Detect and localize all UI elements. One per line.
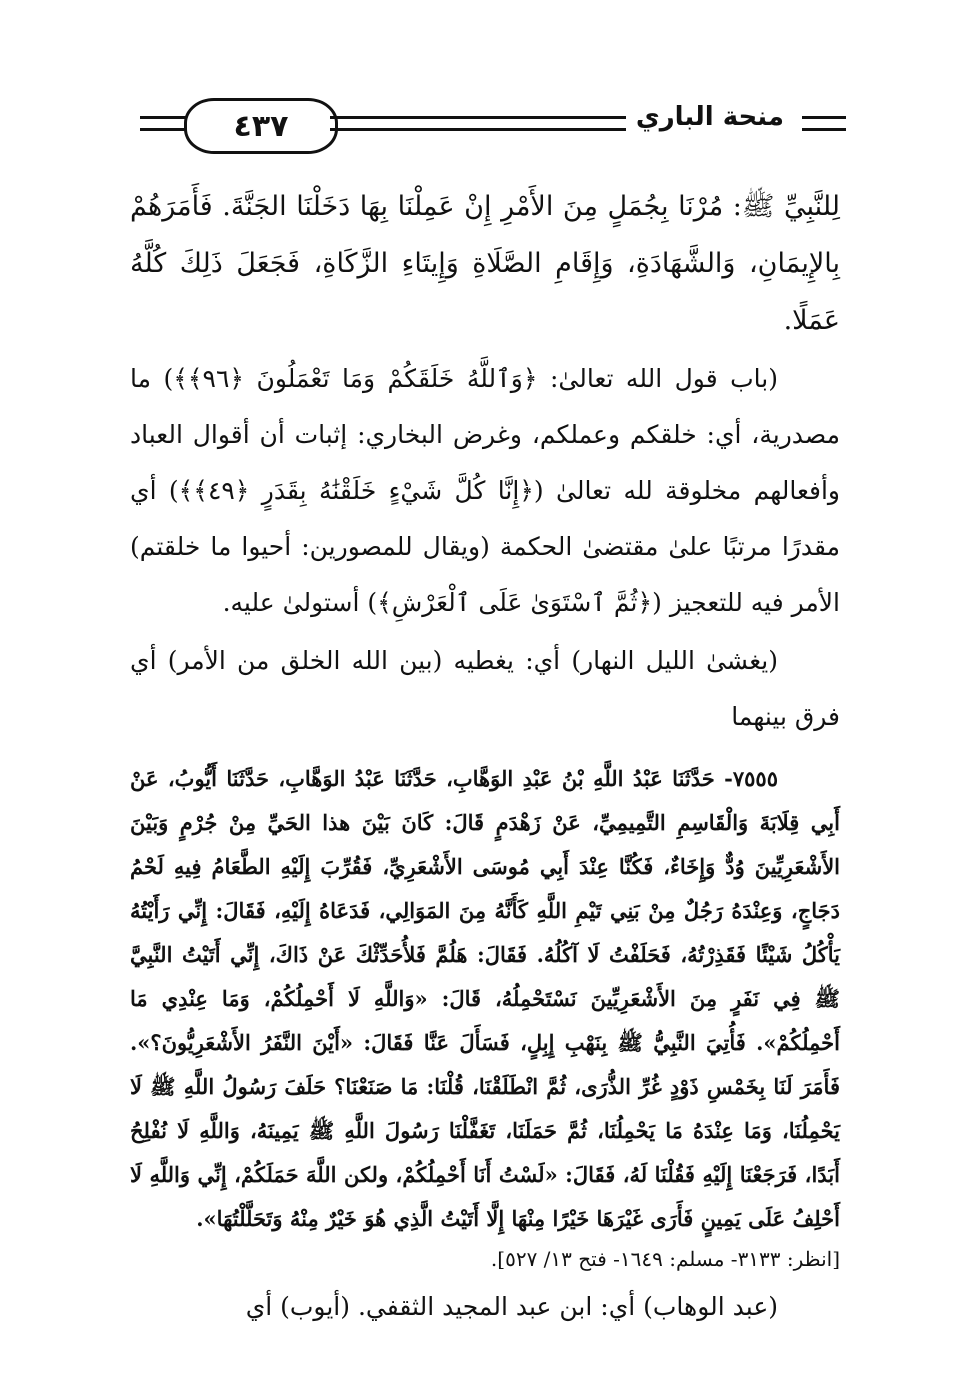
page-body: [130, 178, 840, 1335]
hadith-reference: [انظر: ٣١٣٣- مسلم: ١٦٤٩- فتح ١٣/ ٥٢٧].: [490, 1247, 840, 1271]
header-rule-middle-top: [330, 116, 626, 119]
commentary-paragraph-3: (عبد الوهاب) أي: ابن عبد المجيد الثقفي. (أيوب) أي: [245, 1292, 778, 1321]
hadith-intro-text: لِلنَّبِيِّ ﷺ: مُرْنَا بِجُمَلٍ مِنَ الأَمْرِ إِنْ عَمِلْنَا بِهَا دَخَلْنَا الجَنَّةَ. فَأَمَرَهُمْ بِالإِيمَانِ، وَالشَّهَادَةِ، وَإِقَامِ الصَّلَاةِ وَإِيتَاءِ الزَّكَاةِ، فَجَعَلَ ذَلِكَ كُلَّهُ عَمَلًا.: [130, 191, 840, 336]
page-number-badge: [184, 98, 338, 154]
header-rule-right-top: [802, 116, 846, 119]
main-hadith-text: ٧٥٥٥- حَدَّثَنَا عَبْدُ اللَّهِ بْنُ عَبْدِ الوَهَّابِ، حَدَّثَنَا عَبْدُ الوَهَّابِ، حَدَّثَنَا أَيُّوبُ، عَنْ أَبِي قِلَابَةَ وَالْقَاسِمِ التَّمِيمِيِّ، عَنْ زَهْدَمٍ قَالَ: كَانَ بَيْنَ هذا الحَيِّ مِنْ جُرْمٍ وَبَيْنَ الأَشْعَرِيِّينَ وُدٌّ وَإِخَاءٌ، فَكُنَّا عِنْدَ أَبِي مُوسَى الأَشْعَرِيِّ، فَقُرِّبَ إِلَيْهِ الطَّعَامُ فِيهِ لَحْمُ دَجَاجٍ، وَعِنْدَهُ رَجُلٌ مِنْ بَنِي تَيْمِ اللَّهِ كَأَنَّهُ مِنَ المَوَالِي، فَدَعَاهُ إِلَيْهِ، فَقَالَ: إِنِّي رَأَيْتُهُ يَأْكُلُ شَيْئًا فَقَذِرْتُهُ، فَحَلَفْتُ لَا آكُلُهُ. فَقَالَ: هَلُمَّ فَلأُحَدِّثْكَ عَنْ ذَاكَ، إِنِّي أَتَيْتُ النَّبِيَّ ﷺ فِي نَفَرٍ مِنَ الأَشْعَرِيِّينَ نَسْتَحْمِلُهُ، قَالَ: «وَاللَّهِ لَا أَحْمِلُكُمْ، وَمَا عِنْدِي مَا أَحْمِلُكُمْ». فَأُتِيَ النَّبِيُّ ﷺ بِنَهْبِ إِبِلٍ، فَسَأَلَ عَنَّا فَقَالَ: «أَيْنَ النَّفَرُ الأَشْعَرِيُّونَ؟». فَأَمَرَ لَنَا بِخَمْسِ ذَوْدٍ غُرِّ الذُّرَى، ثُمَّ انْطَلَقْنَا، قُلْنَا: مَا صَنَعْنَا؟ حَلَفَ رَسُولُ اللَّهِ ﷺ لَا يَحْمِلُنَا، وَمَا عِنْدَهُ مَا يَحْمِلُنَا، ثُمَّ حَمَلَنَا، تَغَفَّلْنَا رَسُولَ اللَّهِ ﷺ يَمِينَهُ، وَاللَّهِ لَا نُفْلِحُ أَبَدًا، فَرَجَعْنَا إِلَيْهِ فَقُلْنَا لَهُ، فَقَالَ: «لَسْتُ أَنَا أَحْمِلُكُمْ، ولكن اللَّهَ حَمَلَكُمْ، إِنِّي وَاللَّهِ لَا أَحْلِفُ عَلَى يَمِينٍ فَأَرَى غَيْرَهَا خَيْرًا مِنْهَا إِلَّا أَتَيْتُ الَّذِي هُوَ خَيْرٌ مِنْهُ وَتَحَلَّلْتُهَا».: [130, 766, 840, 1231]
page-header: [140, 98, 846, 168]
commentary-paragraph-1: (باب قول الله تعالىٰ: ﴿وَٱللَّهُ خَلَقَكُمْ وَمَا تَعْمَلُونَ ﴿٩٦﴾﴾) ما مصدرية، أي: خلقكم وعملكم، وغرض البخاري: إثبات أن أقوال العباد وأفعالهم مخلوقة لله تعالىٰ (﴿إِنَّا كُلَّ شَيْءٍ خَلَقْنَٰهُ بِقَدَرٍ ﴿٤٩﴾﴾) أي مقدرًا مرتبًا علىٰ مقتضىٰ الحكمة (ويقال للمصورين: أحيوا ما خلقتم) الأمر فيه للتعجيز (﴿ثُمَّ ٱسْتَوَىٰ عَلَى ٱلْعَرْشِ﴾) أستولىٰ عليه.: [130, 364, 841, 617]
page-number: ٤٣٧: [233, 108, 289, 144]
header-rule-right-bottom: [802, 128, 846, 131]
book-title: منحة الباري: [635, 102, 784, 132]
commentary-paragraph-2: (يغشىٰ الليل النهار) أي: يغطيه (بين الله الخلق من الأمر) أي فرق بينهما: [130, 646, 840, 731]
header-rule-middle-bottom: [330, 128, 626, 131]
